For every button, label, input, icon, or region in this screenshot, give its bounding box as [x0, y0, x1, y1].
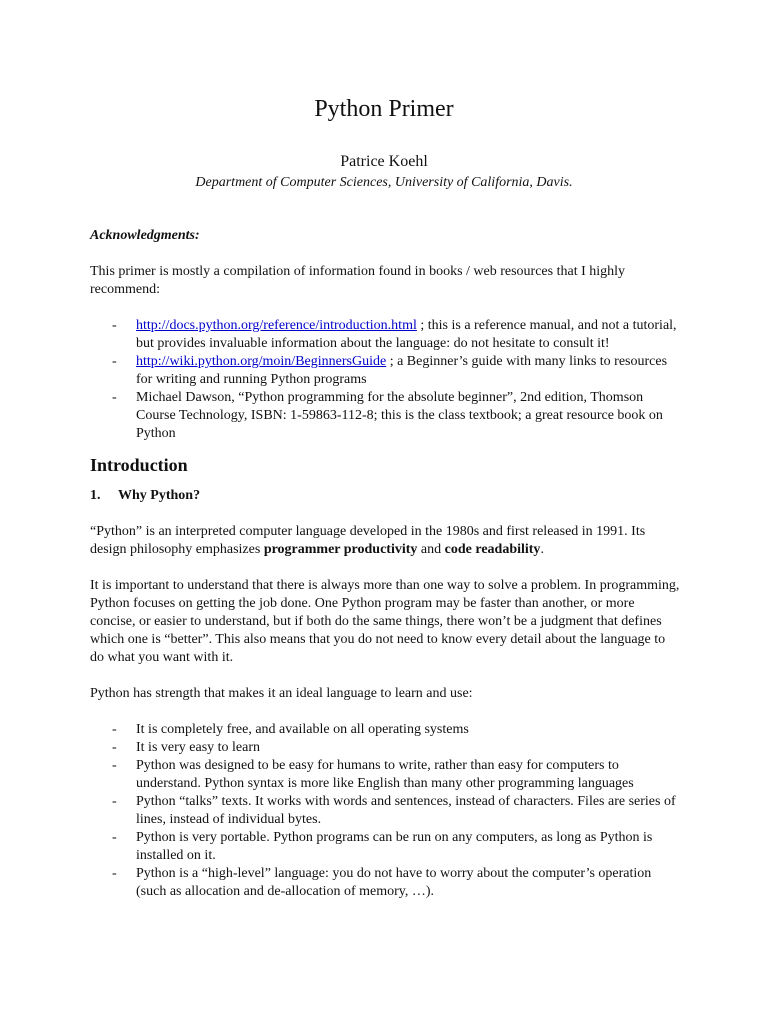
paragraph-text: “Python” is an interpreted computer language developed in the 1980s and first released in 1991. Its design philosophy emphasizes	[90, 524, 646, 557]
list-item	[90, 757, 680, 793]
list-item	[90, 721, 680, 739]
introduction-heading: Introduction	[90, 455, 188, 475]
list-item-text: Python “talks” texts. It works with words and sentences, instead of characters. Files are series of lines, instead of individual bytes.	[136, 794, 676, 827]
list-item-text: Python is very portable. Python programs can be run on any computers, as long as Python is installed on it.	[136, 830, 653, 863]
list-item-text: ; a Beginner’s guide with many links to resources for writing and running Python programs	[136, 354, 668, 387]
list-item-text: Michael Dawson, “Python programming for the absolute beginner”, 2nd edition, Thomson Course Technology, ISBN: 1-59863-112-8; this is the class textbook; a great resource book on Python	[136, 390, 663, 441]
document-author: Patrice Koehl	[340, 153, 428, 170]
bold-programmer-productivity: programmer productivity	[263, 542, 418, 557]
list-item	[90, 739, 680, 757]
acknowledgments-heading: Acknowledgments:	[90, 228, 200, 243]
dash-bullet: -	[112, 740, 117, 755]
list-item-text: Python is a “high-level” language: you do not have to worry about the computer’s operation (such as allocation and de-allocation of memory, …).	[136, 866, 652, 899]
subsection-heading	[90, 487, 680, 505]
paragraph-why-python	[90, 523, 680, 559]
acknowledgments-intro: This primer is mostly a compilation of information found in books / web resources that I highly recommend:	[90, 264, 626, 297]
subsection-title: Why Python?	[118, 488, 201, 503]
strengths-list	[90, 721, 680, 901]
paragraph-problem-solving: It is important to understand that there is always more than one way to solve a problem. In programming, Python focuses on getting the job done. One Python program may be faster than another, or more concise, or easier to understand, but if both do the same things, there won’t be a judgment that defines which one is “better”. This also means that you do not need to know every detail about the language to do what you want with it.	[90, 578, 680, 665]
bold-code-readability: code readability	[444, 542, 541, 557]
list-item	[90, 865, 680, 901]
list-item	[90, 353, 680, 389]
dash-bullet: -	[112, 390, 117, 405]
list-item-text: It is very easy to learn	[136, 740, 261, 755]
list-item-text: It is completely free, and available on all operating systems	[136, 722, 469, 737]
dash-bullet: -	[112, 354, 117, 369]
list-item	[90, 829, 680, 865]
dash-bullet: -	[112, 866, 117, 881]
acknowledgments-list	[90, 317, 680, 443]
document-title: Python Primer	[314, 96, 454, 122]
list-item-text: ; this is a reference manual, and not a tutorial, but provides invaluable information about the language: do not hesitate to consult it!	[136, 318, 677, 351]
list-item-text: Python was designed to be easy for humans to write, rather than easy for computers to understand. Python syntax is more like English than many other programming languages	[136, 758, 634, 791]
paragraph-text: .	[540, 542, 544, 557]
list-item	[90, 317, 680, 353]
document-body	[90, 227, 680, 901]
dash-bullet: -	[112, 318, 117, 333]
python-reference-link[interactable]: http://docs.python.org/reference/introduction.html	[136, 318, 417, 333]
list-item	[90, 389, 680, 443]
paragraph-text: and	[417, 542, 445, 557]
list-item	[90, 793, 680, 829]
paragraph-strengths-intro: Python has strength that makes it an ideal language to learn and use:	[90, 686, 473, 701]
document-affiliation: Department of Computer Sciences, University of California, Davis.	[195, 175, 573, 190]
subsection-number: 1.	[90, 488, 101, 503]
beginners-guide-link[interactable]: http://wiki.python.org/moin/BeginnersGuide	[136, 354, 387, 369]
dash-bullet: -	[112, 722, 117, 737]
dash-bullet: -	[112, 830, 117, 845]
dash-bullet: -	[112, 758, 117, 773]
dash-bullet: -	[112, 794, 117, 809]
